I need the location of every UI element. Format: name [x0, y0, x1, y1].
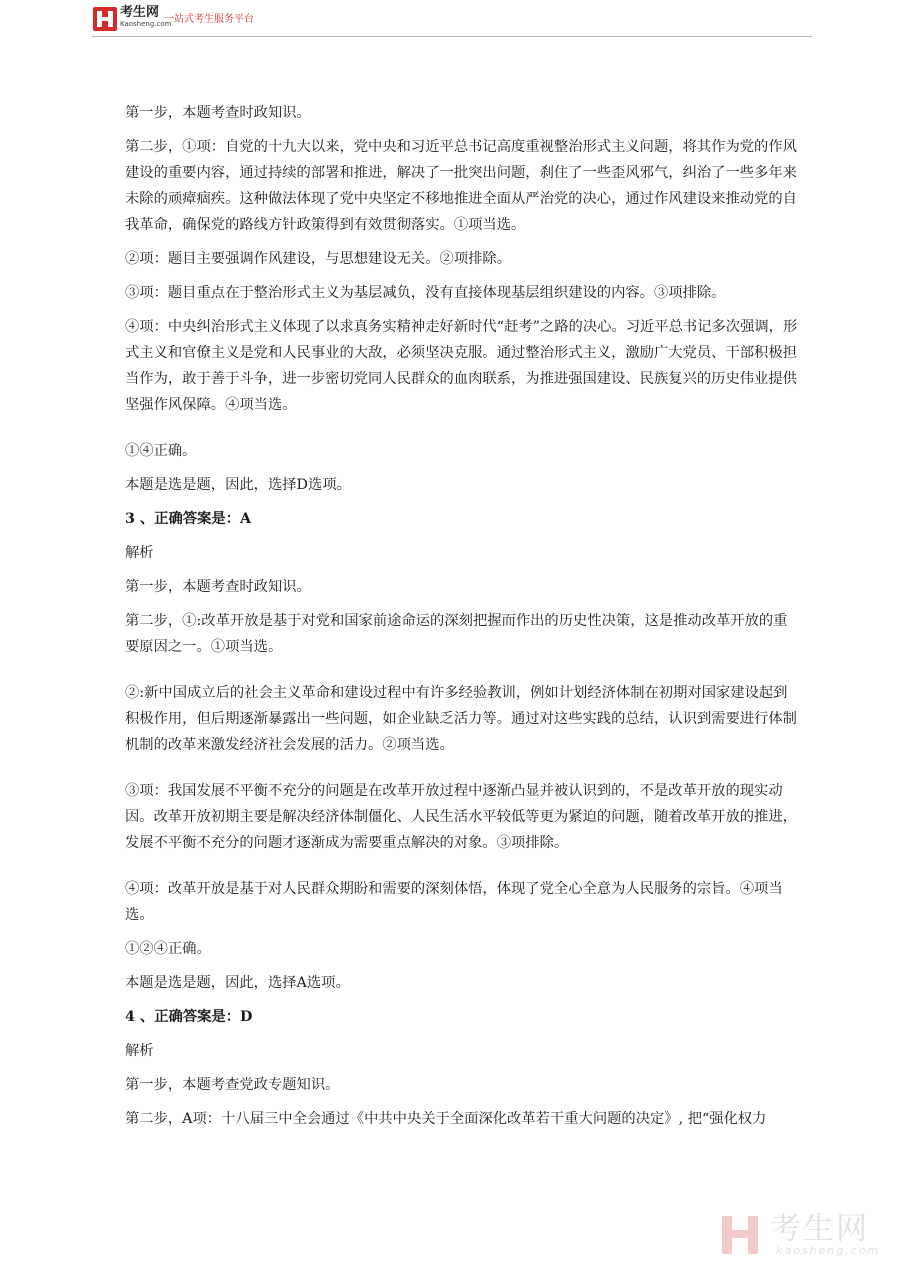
paragraph: 第二步，A项：十八届三中全会通过《中共中央关于全面深化改革若干重大问题的决定》, 把“强化权力 [125, 1111, 767, 1127]
paragraph: ②项：题目主要强调作风建设，与思想建设无关。②项排除。 [125, 251, 512, 267]
analysis-label: 解析 [125, 1043, 154, 1059]
logo-text: 考生网 [120, 5, 160, 20]
paragraph: ③项：题目重点在于整治形式主义为基层减负，没有直接体现基层组织建设的内容。③项排除。 [125, 285, 726, 301]
paragraph: ③项：我国发展不平衡不充分的问题是在改革开放过程中逐渐凸显并被认识到的，不是改革开放的现实动因。改革开放初期主要是解决经济体制僵化、人民生活水平较低等更为紧迫的问题，随着改革开放的推进，发展不平衡不充分的问题才逐渐成为需要重点解决的对象。③项排除。 [125, 783, 797, 851]
page-header [92, 6, 812, 32]
paragraph: ④项：中央纠治形式主义体现了以求真务实精神走好新时代“赶考”之路的决心。习近平总书记多次强调，形式主义和官僚主义是党和人民事业的大敌，必须坚决克服。通过整治形式主义，激励广大党员、干部积极担当作为，敢于善于斗争，进一步密切党同人民群众的血肉联系，为推进强国建设、民族复兴的历史伟业提供坚强作风保障。④项当选。 [125, 319, 798, 413]
paragraph: 本题是选是题，因此，选择D选项。 [125, 477, 351, 493]
paragraph: 第一步，本题考查时政知识。 [125, 579, 311, 595]
header-divider [92, 36, 812, 37]
paragraph: 第一步，本题考查时政知识。 [125, 105, 311, 121]
analysis-label: 解析 [125, 545, 154, 561]
logo-subtext: Kaosheng.com [120, 20, 172, 28]
kaosheng-logo-icon [92, 6, 118, 32]
paragraph: ①②④正确。 [125, 941, 211, 957]
paragraph: ①④正确。 [125, 443, 197, 459]
paragraph: 第二步，①:改革开放是基于对党和国家前途命运的深刻把握而作出的历史性决策，这是推动改革开放的重要原因之一。①项当选。 [125, 613, 788, 655]
paragraph: 第二步，①项：自党的十九大以来，党中央和习近平总书记高度重视整治形式主义问题，将其作为党的作风建设的重要内容，通过持续的部署和推进，解决了一批突出问题，刹住了一些歪风邪气，纠治了一些多年来未除的顽瘴痼疾。这种做法体现了党中央坚定不移地推进全面从严治党的决心，通过作风建设来推动党的自我革命，确保党的路线方针政策得到有效贯彻落实。①项当选。 [125, 139, 797, 233]
paragraph: 本题是选是题，因此，选择A选项。 [125, 975, 350, 991]
answer-heading: 4 、正确答案是：D [125, 1009, 253, 1025]
paragraph: 第一步，本题考查党政专题知识。 [125, 1077, 340, 1093]
paragraph: ④项：改革开放是基于对人民群众期盼和需要的深刻体悟，体现了党全心全意为人民服务的宗旨。④项当选。 [125, 881, 783, 923]
watermark-subtext: kaosheng.com [776, 1244, 881, 1257]
watermark-logo-icon [718, 1212, 764, 1258]
answer-heading: 3 、正确答案是：A [125, 511, 252, 527]
paragraph: ②:新中国成立后的社会主义革命和建设过程中有许多经验教训，例如计划经济体制在初期对国家建设起到积极作用，但后期逐渐暴露出一些问题，如企业缺乏活力等。通过对这些实践的总结，认识到需要进行体制机制的改革来激发经济社会发展的活力。②项当选。 [125, 685, 797, 753]
watermark [718, 1211, 881, 1258]
site-slogan: 一站式考生服务平台 [164, 14, 254, 25]
answer-explanation-body [125, 100, 800, 1132]
watermark-text: 考生网 [770, 1211, 869, 1247]
